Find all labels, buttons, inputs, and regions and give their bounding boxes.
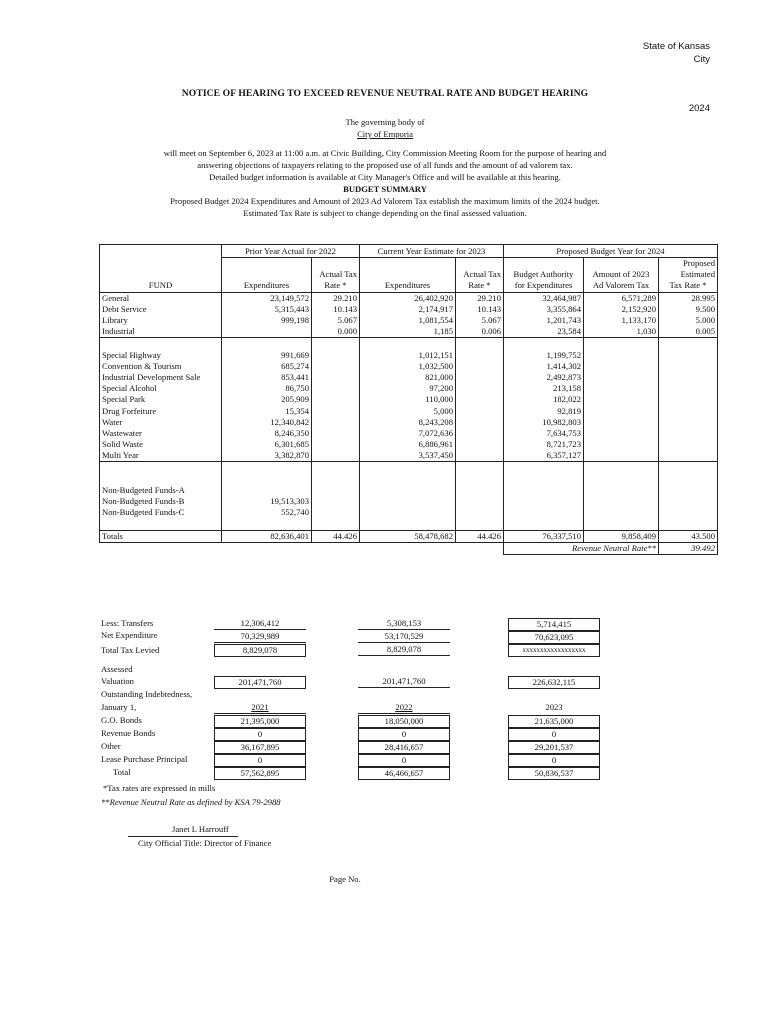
table-row bbox=[100, 315, 718, 326]
value-cell-rate bbox=[659, 496, 718, 507]
value-cell-auth: 32,464,987 bbox=[504, 292, 584, 304]
col-actual-tax-2023: Actual Tax bbox=[456, 269, 504, 280]
budget-year: 2024 bbox=[688, 103, 710, 114]
value-cell-adv bbox=[584, 338, 659, 350]
value-cell-adv bbox=[584, 496, 659, 507]
table-row bbox=[100, 304, 718, 315]
year-2022-text: 2022 bbox=[395, 702, 413, 712]
net-2023: 53,170,529 bbox=[358, 631, 450, 643]
totals-rate: 43.500 bbox=[659, 530, 718, 542]
value-cell-e23: 26,402,920 bbox=[360, 292, 456, 304]
value-cell-e23 bbox=[360, 507, 456, 518]
value-cell-e23: 2,174,917 bbox=[360, 304, 456, 315]
table-row bbox=[100, 417, 718, 428]
value-cell-adv: 1,133,170 bbox=[584, 315, 659, 326]
value-cell-r22 bbox=[312, 383, 360, 394]
total-2024: 50,836,537 bbox=[508, 767, 600, 780]
year-2021 bbox=[214, 702, 306, 714]
value-cell-e23: 5,000 bbox=[360, 405, 456, 416]
notice-title: NOTICE OF HEARING TO EXCEED REVENUE NEUTRAL RATE AND BUDGET HEARING bbox=[181, 88, 589, 99]
value-cell-r23: 5.067 bbox=[456, 315, 504, 326]
other-2022: 36,167,895 bbox=[214, 741, 306, 754]
col-budget-auth: Budget Authority bbox=[504, 269, 584, 280]
fund-name-cell: Multi Year bbox=[100, 450, 222, 462]
lease-2024: 0 bbox=[508, 754, 600, 767]
table-row bbox=[100, 428, 718, 439]
go-2022: 21,395,000 bbox=[214, 715, 306, 728]
value-cell-e23: 1,032,500 bbox=[360, 361, 456, 372]
col-est-2: Estimated bbox=[659, 269, 718, 280]
value-cell-r23 bbox=[456, 474, 504, 485]
totals-auth: 76,337,510 bbox=[504, 530, 584, 542]
value-cell-rate bbox=[659, 417, 718, 428]
value-cell-e22: 853,441 bbox=[222, 372, 312, 383]
value-cell-e22: 5,315,443 bbox=[222, 304, 312, 315]
value-cell-e23: 1,185 bbox=[360, 326, 456, 338]
value-cell-r22: 10.143 bbox=[312, 304, 360, 315]
transfers-2022: 12,306,412 bbox=[214, 618, 306, 630]
fund-name-cell: Library bbox=[100, 315, 222, 326]
value-cell-r22 bbox=[312, 485, 360, 496]
value-cell-auth bbox=[504, 485, 584, 496]
value-cell-rate bbox=[659, 439, 718, 450]
table-row bbox=[100, 450, 718, 462]
value-cell-e22: 552,740 bbox=[222, 507, 312, 518]
value-cell-rate bbox=[659, 428, 718, 439]
col-est-1: Proposed bbox=[659, 258, 718, 270]
total-2022: 57,562,895 bbox=[214, 767, 306, 780]
detailed-info-line: Detailed budget information is available at City Manager's Office and will be available at this hearing. bbox=[209, 172, 561, 182]
governing-body-text: The governing body of bbox=[345, 117, 425, 127]
value-cell-auth bbox=[504, 507, 584, 518]
objections-line: answering objections of taxpayers relating to the proposed use of all funds and the amount of ad valorem tax. bbox=[197, 160, 573, 170]
outstanding-label: Outstanding Indebtedness, bbox=[101, 689, 193, 699]
state-label: State of Kansas bbox=[642, 41, 710, 52]
table-row bbox=[100, 474, 718, 485]
value-cell-r22 bbox=[312, 372, 360, 383]
value-cell-auth bbox=[504, 496, 584, 507]
table-row bbox=[100, 338, 718, 350]
value-cell-r23 bbox=[456, 405, 504, 416]
value-cell-rate bbox=[659, 394, 718, 405]
value-cell-auth bbox=[504, 518, 584, 530]
value-cell-rate bbox=[659, 350, 718, 361]
fund-name-cell: Non-Budgeted Funds-C bbox=[100, 507, 222, 518]
value-cell-r22: 29.210 bbox=[312, 292, 360, 304]
value-cell-auth: 23,584 bbox=[504, 326, 584, 338]
go-bonds-label: G.O. Bonds bbox=[101, 715, 142, 725]
value-cell-e22: 685,274 bbox=[222, 361, 312, 372]
totals-r23: 44.426 bbox=[456, 530, 504, 542]
transfers-2023: 5,308,153 bbox=[358, 618, 450, 630]
value-cell-adv: 1,030 bbox=[584, 326, 659, 338]
revenue-bonds-label: Revenue Bonds bbox=[101, 728, 156, 738]
fund-name-cell bbox=[100, 338, 222, 350]
value-cell-adv bbox=[584, 507, 659, 518]
value-cell-rate bbox=[659, 507, 718, 518]
value-cell-e23: 8,243,208 bbox=[360, 417, 456, 428]
value-cell-r22: 5.067 bbox=[312, 315, 360, 326]
value-cell-e22 bbox=[222, 518, 312, 530]
valuation-label: Valuation bbox=[101, 676, 134, 686]
lease-2022: 0 bbox=[214, 754, 306, 767]
value-cell-rate bbox=[659, 338, 718, 350]
other-label: Other bbox=[101, 741, 121, 751]
value-cell-r23 bbox=[456, 428, 504, 439]
fund-name-cell: Water bbox=[100, 417, 222, 428]
value-cell-adv: 6,571,289 bbox=[584, 292, 659, 304]
value-cell-r23 bbox=[456, 439, 504, 450]
fund-name-cell bbox=[100, 462, 222, 474]
value-cell-e23 bbox=[360, 338, 456, 350]
value-cell-r23 bbox=[456, 417, 504, 428]
value-cell-auth: 1,199,752 bbox=[504, 350, 584, 361]
value-cell-auth: 8,721,723 bbox=[504, 439, 584, 450]
value-cell-adv bbox=[584, 428, 659, 439]
value-cell-e22: 6,301,685 bbox=[222, 439, 312, 450]
value-cell-auth: 92,819 bbox=[504, 405, 584, 416]
totals-label: Totals bbox=[100, 530, 222, 542]
table-row bbox=[100, 405, 718, 416]
value-cell-e22: 12,340,842 bbox=[222, 417, 312, 428]
col-expend-2022: Expenditures bbox=[222, 280, 312, 292]
value-cell-adv bbox=[584, 439, 659, 450]
value-cell-adv bbox=[584, 518, 659, 530]
value-cell-e22 bbox=[222, 338, 312, 350]
value-cell-r23 bbox=[456, 394, 504, 405]
totals-e23: 58,478,682 bbox=[360, 530, 456, 542]
value-cell-rate bbox=[659, 474, 718, 485]
value-cell-auth: 2,492,873 bbox=[504, 372, 584, 383]
table-row bbox=[100, 462, 718, 474]
value-cell-rate bbox=[659, 485, 718, 496]
value-cell-r22 bbox=[312, 518, 360, 530]
value-cell-e22 bbox=[222, 474, 312, 485]
assessed-label: Assessed bbox=[101, 664, 133, 674]
value-cell-r23: 10.143 bbox=[456, 304, 504, 315]
value-cell-r23 bbox=[456, 507, 504, 518]
value-cell-e22: 999,198 bbox=[222, 315, 312, 326]
fund-name-cell: General bbox=[100, 292, 222, 304]
value-cell-r23 bbox=[456, 450, 504, 462]
city-name: City of Emporia bbox=[357, 129, 413, 139]
value-cell-e23: 7,072,636 bbox=[360, 428, 456, 439]
table-row bbox=[100, 292, 718, 304]
value-cell-r22 bbox=[312, 507, 360, 518]
value-cell-adv bbox=[584, 450, 659, 462]
year-2022 bbox=[358, 702, 450, 714]
signature-name: Janet L Harrouff bbox=[172, 824, 229, 834]
value-cell-rate: 9.500 bbox=[659, 304, 718, 315]
value-cell-e22: 19,513,303 bbox=[222, 496, 312, 507]
value-cell-r22 bbox=[312, 462, 360, 474]
value-cell-r23 bbox=[456, 372, 504, 383]
value-cell-rate bbox=[659, 405, 718, 416]
value-cell-rate bbox=[659, 462, 718, 474]
value-cell-adv bbox=[584, 361, 659, 372]
value-cell-e22: 8,246,350 bbox=[222, 428, 312, 439]
table-row bbox=[100, 518, 718, 530]
fund-name-cell bbox=[100, 518, 222, 530]
col-actual-tax-2022: Actual Tax bbox=[312, 269, 360, 280]
value-cell-e22 bbox=[222, 485, 312, 496]
fund-name-cell: Special Highway bbox=[100, 350, 222, 361]
value-cell-r22 bbox=[312, 474, 360, 485]
value-cell-rate: 28.995 bbox=[659, 292, 718, 304]
value-cell-r22 bbox=[312, 405, 360, 416]
valuation-2024: 226,632,115 bbox=[508, 676, 600, 689]
value-cell-e22 bbox=[222, 462, 312, 474]
proposed-limits-line: Proposed Budget 2024 Expenditures and Amount of 2023 Ad Valorem Tax establish the maximum limits of the 2024 budget. bbox=[170, 196, 600, 206]
totals-r22: 44.426 bbox=[312, 530, 360, 542]
value-cell-e23 bbox=[360, 518, 456, 530]
value-cell-e22 bbox=[222, 326, 312, 338]
fund-name-cell bbox=[100, 474, 222, 485]
other-2023: 28,416,657 bbox=[358, 741, 450, 754]
totals-adv: 9,858,409 bbox=[584, 530, 659, 542]
levied-2024: xxxxxxxxxxxxxxxxxx bbox=[508, 644, 600, 657]
total-tax-levied-label: Total Tax Levied bbox=[101, 645, 160, 655]
col-budget-auth-2: for Expenditures bbox=[504, 280, 584, 292]
fund-name-cell: Debt Service bbox=[100, 304, 222, 315]
table-row bbox=[100, 361, 718, 372]
fund-name-cell: Drug Forfeiture bbox=[100, 405, 222, 416]
value-cell-auth: 7,634,753 bbox=[504, 428, 584, 439]
value-cell-rate bbox=[659, 450, 718, 462]
value-cell-rate: 5.000 bbox=[659, 315, 718, 326]
value-cell-adv: 2,152,920 bbox=[584, 304, 659, 315]
value-cell-e22: 15,354 bbox=[222, 405, 312, 416]
value-cell-e22: 3,382,870 bbox=[222, 450, 312, 462]
fund-name-cell: Industrial bbox=[100, 326, 222, 338]
value-cell-auth: 10,982,803 bbox=[504, 417, 584, 428]
value-cell-r23: 0.006 bbox=[456, 326, 504, 338]
value-cell-auth: 6,357,127 bbox=[504, 450, 584, 462]
footnote-mills: *Tax rates are expressed in mills bbox=[103, 783, 216, 793]
value-cell-r22 bbox=[312, 496, 360, 507]
value-cell-r22 bbox=[312, 394, 360, 405]
rev-2022: 0 bbox=[214, 728, 306, 741]
footnote-rnr: **Revenue Neutral Rate as defined by KSA 79-2988 bbox=[101, 797, 281, 807]
value-cell-adv bbox=[584, 383, 659, 394]
group-prior-year: Prior Year Actual for 2022 bbox=[222, 245, 360, 258]
value-cell-adv bbox=[584, 417, 659, 428]
table-row bbox=[100, 496, 718, 507]
value-cell-r22 bbox=[312, 439, 360, 450]
value-cell-r23: 29.210 bbox=[456, 292, 504, 304]
col-fund: FUND bbox=[100, 280, 222, 292]
value-cell-e23 bbox=[360, 462, 456, 474]
value-cell-rate bbox=[659, 361, 718, 372]
lease-2023: 0 bbox=[358, 754, 450, 767]
value-cell-rate: 0.005 bbox=[659, 326, 718, 338]
value-cell-adv bbox=[584, 394, 659, 405]
value-cell-e23: 6,886,961 bbox=[360, 439, 456, 450]
table-row bbox=[100, 507, 718, 518]
value-cell-r23 bbox=[456, 361, 504, 372]
fund-name-cell: Convention & Tourism bbox=[100, 361, 222, 372]
value-cell-adv bbox=[584, 462, 659, 474]
value-cell-e23: 1,012,151 bbox=[360, 350, 456, 361]
levied-2023: 8,829,078 bbox=[358, 644, 450, 656]
fund-name-cell: Non-Budgeted Funds-A bbox=[100, 485, 222, 496]
value-cell-e22: 86,750 bbox=[222, 383, 312, 394]
value-cell-rate bbox=[659, 518, 718, 530]
value-cell-auth: 213,158 bbox=[504, 383, 584, 394]
value-cell-e23 bbox=[360, 474, 456, 485]
less-transfers-label: Less: Transfers bbox=[101, 618, 154, 628]
value-cell-r22 bbox=[312, 361, 360, 372]
year-2021-text: 2021 bbox=[251, 702, 269, 712]
january-label: January 1, bbox=[101, 702, 137, 712]
value-cell-e22: 23,149,572 bbox=[222, 292, 312, 304]
col-rate-2023: Rate * bbox=[456, 280, 504, 292]
fund-name-cell: Non-Budgeted Funds-B bbox=[100, 496, 222, 507]
page-number: Page No. bbox=[329, 874, 361, 884]
value-cell-e23 bbox=[360, 496, 456, 507]
rnr-value: 39.492 bbox=[659, 542, 718, 554]
value-cell-r22 bbox=[312, 450, 360, 462]
col-adval-2: Ad Valorem Tax bbox=[584, 280, 659, 292]
value-cell-auth: 182,022 bbox=[504, 394, 584, 405]
value-cell-e23: 821,000 bbox=[360, 372, 456, 383]
table-row bbox=[100, 394, 718, 405]
table-row bbox=[100, 372, 718, 383]
fund-name-cell: Industrial Development Sale bbox=[100, 372, 222, 383]
value-cell-e23: 97,200 bbox=[360, 383, 456, 394]
value-cell-r22 bbox=[312, 428, 360, 439]
meeting-line: will meet on September 6, 2023 at 11:00 a.m. at Civic Building, City Commission Meeting Room for the purpose of hearing and bbox=[163, 148, 607, 158]
value-cell-adv bbox=[584, 350, 659, 361]
value-cell-r23 bbox=[456, 350, 504, 361]
valuation-2023: 201,471,760 bbox=[358, 676, 450, 688]
entity-label: City bbox=[693, 54, 710, 65]
totals-e22: 82,636,401 bbox=[222, 530, 312, 542]
totals-row bbox=[100, 530, 718, 542]
group-proposed-year: Proposed Budget Year for 2024 bbox=[504, 245, 718, 258]
net-2024: 70,623,095 bbox=[508, 631, 600, 644]
estimated-rate-line: Estimated Tax Rate is subject to change depending on the final assessed valuation. bbox=[243, 208, 527, 218]
table-row bbox=[100, 485, 718, 496]
year-2023: 2023 bbox=[545, 702, 563, 712]
table-row bbox=[100, 326, 718, 338]
value-cell-e23 bbox=[360, 485, 456, 496]
value-cell-rate bbox=[659, 372, 718, 383]
value-cell-e22: 205,909 bbox=[222, 394, 312, 405]
net-2022: 70,329,989 bbox=[214, 631, 306, 643]
col-adval: Amount of 2023 bbox=[584, 269, 659, 280]
col-est-3: Tax Rate * bbox=[659, 280, 718, 292]
value-cell-auth bbox=[504, 338, 584, 350]
transfers-2024: 5,714,415 bbox=[508, 618, 600, 631]
value-cell-r22 bbox=[312, 338, 360, 350]
value-cell-r22 bbox=[312, 350, 360, 361]
value-cell-r23 bbox=[456, 338, 504, 350]
fund-name-cell: Special Park bbox=[100, 394, 222, 405]
valuation-2022: 201,471,760 bbox=[214, 676, 306, 689]
rev-2024: 0 bbox=[508, 728, 600, 741]
lease-label: Lease Purchase Principal bbox=[101, 754, 188, 764]
value-cell-r23 bbox=[456, 518, 504, 530]
table-row bbox=[100, 439, 718, 450]
value-cell-e23: 3,537,450 bbox=[360, 450, 456, 462]
go-2024: 21,635,000 bbox=[508, 715, 600, 728]
value-cell-e23: 110,000 bbox=[360, 394, 456, 405]
value-cell-auth: 1,201,743 bbox=[504, 315, 584, 326]
col-rate-2022: Rate * bbox=[312, 280, 360, 292]
fund-name-cell: Solid Waste bbox=[100, 439, 222, 450]
total-2023: 46,466,657 bbox=[358, 767, 450, 780]
table-row bbox=[100, 383, 718, 394]
signature-line bbox=[128, 836, 238, 837]
total-label: Total bbox=[113, 767, 131, 777]
value-cell-auth: 1,414,302 bbox=[504, 361, 584, 372]
levied-2022: 8,829,078 bbox=[214, 644, 306, 657]
rnr-row bbox=[100, 542, 718, 554]
fund-name-cell: Wastewater bbox=[100, 428, 222, 439]
fund-name-cell: Special Alcohol bbox=[100, 383, 222, 394]
value-cell-r23 bbox=[456, 496, 504, 507]
value-cell-adv bbox=[584, 405, 659, 416]
value-cell-rate bbox=[659, 383, 718, 394]
value-cell-r22 bbox=[312, 417, 360, 428]
value-cell-r23 bbox=[456, 485, 504, 496]
value-cell-adv bbox=[584, 372, 659, 383]
budget-summary-table bbox=[99, 244, 718, 555]
net-expenditure-label: Net Expenditure bbox=[101, 630, 158, 640]
table-row bbox=[100, 350, 718, 361]
value-cell-adv bbox=[584, 485, 659, 496]
value-cell-r23 bbox=[456, 383, 504, 394]
value-cell-e23: 1,081,554 bbox=[360, 315, 456, 326]
value-cell-e22: 991,669 bbox=[222, 350, 312, 361]
go-2023: 18,050,000 bbox=[358, 715, 450, 728]
signature-title: City Official Title: Director of Finance bbox=[138, 838, 272, 848]
value-cell-r22: 0.000 bbox=[312, 326, 360, 338]
rev-2023: 0 bbox=[358, 728, 450, 741]
group-current-year: Current Year Estimate for 2023 bbox=[360, 245, 504, 258]
value-cell-auth: 3,355,864 bbox=[504, 304, 584, 315]
rnr-label: Revenue Neutral Rate** bbox=[504, 542, 659, 554]
value-cell-auth bbox=[504, 474, 584, 485]
other-2024: 29,201,537 bbox=[508, 741, 600, 754]
value-cell-r23 bbox=[456, 462, 504, 474]
budget-summary-title: BUDGET SUMMARY bbox=[343, 184, 427, 194]
value-cell-auth bbox=[504, 462, 584, 474]
value-cell-adv bbox=[584, 474, 659, 485]
col-expend-2023: Expenditures bbox=[360, 280, 456, 292]
